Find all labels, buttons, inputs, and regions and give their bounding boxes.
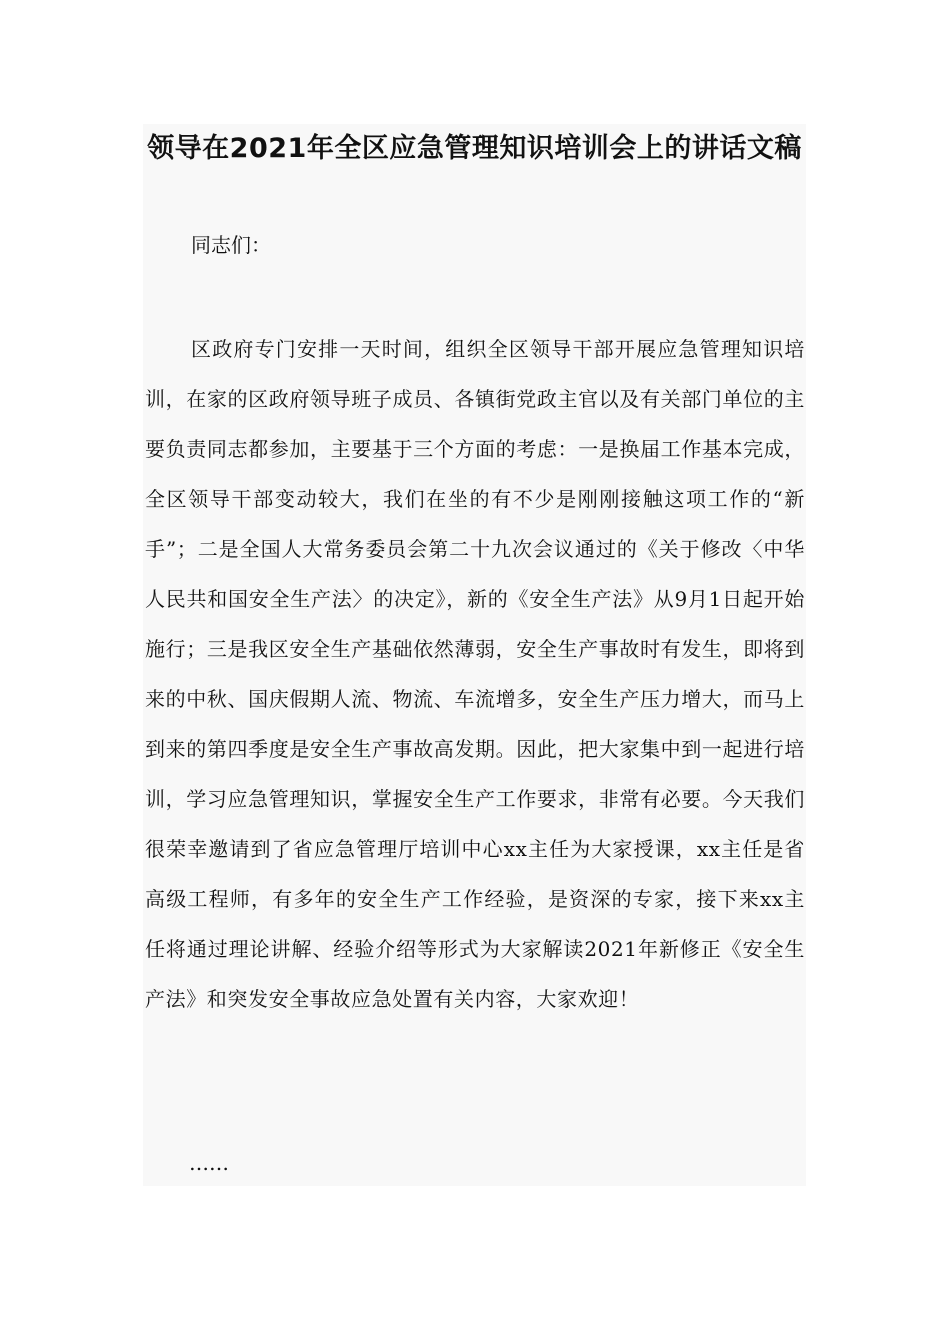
document-title: 领导在2021年全区应急管理知识培训会上的讲话文稿 bbox=[147, 133, 802, 164]
body-paragraph: 区政府专门安排一天时间，组织全区领导干部开展应急管理知识培训，在家的区政府领导班子成员、各镇街党政主官以及有关部门单位的主要负责同志都参加，主要基于三个方面的考虑：一是换届工作基本完成，全区领导干部变动较大，我们在坐的有不少是刚刚接触这项工作的“新手”；二是全国人大常务委员会第二十九次会议通过的《关于修改〈中华人民共和国安全生产法〉的决定》，新的《安全生产法》从9月1日起开始施行；三是我区安全生产基础依然薄弱，安全生产事故时有发生，即将到来的中秋、国庆假期人流、物流、车流增多，安全生产压力增大，而马上到来的第四季度是安全生产事故高发期。因此，把大家集中到一起进行培训，学习应急管理知识，掌握安全生产工作要求，非常有必要。今天我们很荣幸邀请到了省应急管理厅培训中心xx主任为大家授课，xx主任是省高级工程师，有多年的安全生产工作经验，是资深的专家，接下来xx主任将通过理论讲解、经验介绍等形式为大家解读2021年新修正《安全生产法》和突发安全事故应急处置有关内容，大家欢迎！ bbox=[145, 337, 805, 1011]
salutation: 同志们： bbox=[191, 233, 271, 257]
ellipsis-continuation: …… bbox=[189, 1151, 229, 1175]
